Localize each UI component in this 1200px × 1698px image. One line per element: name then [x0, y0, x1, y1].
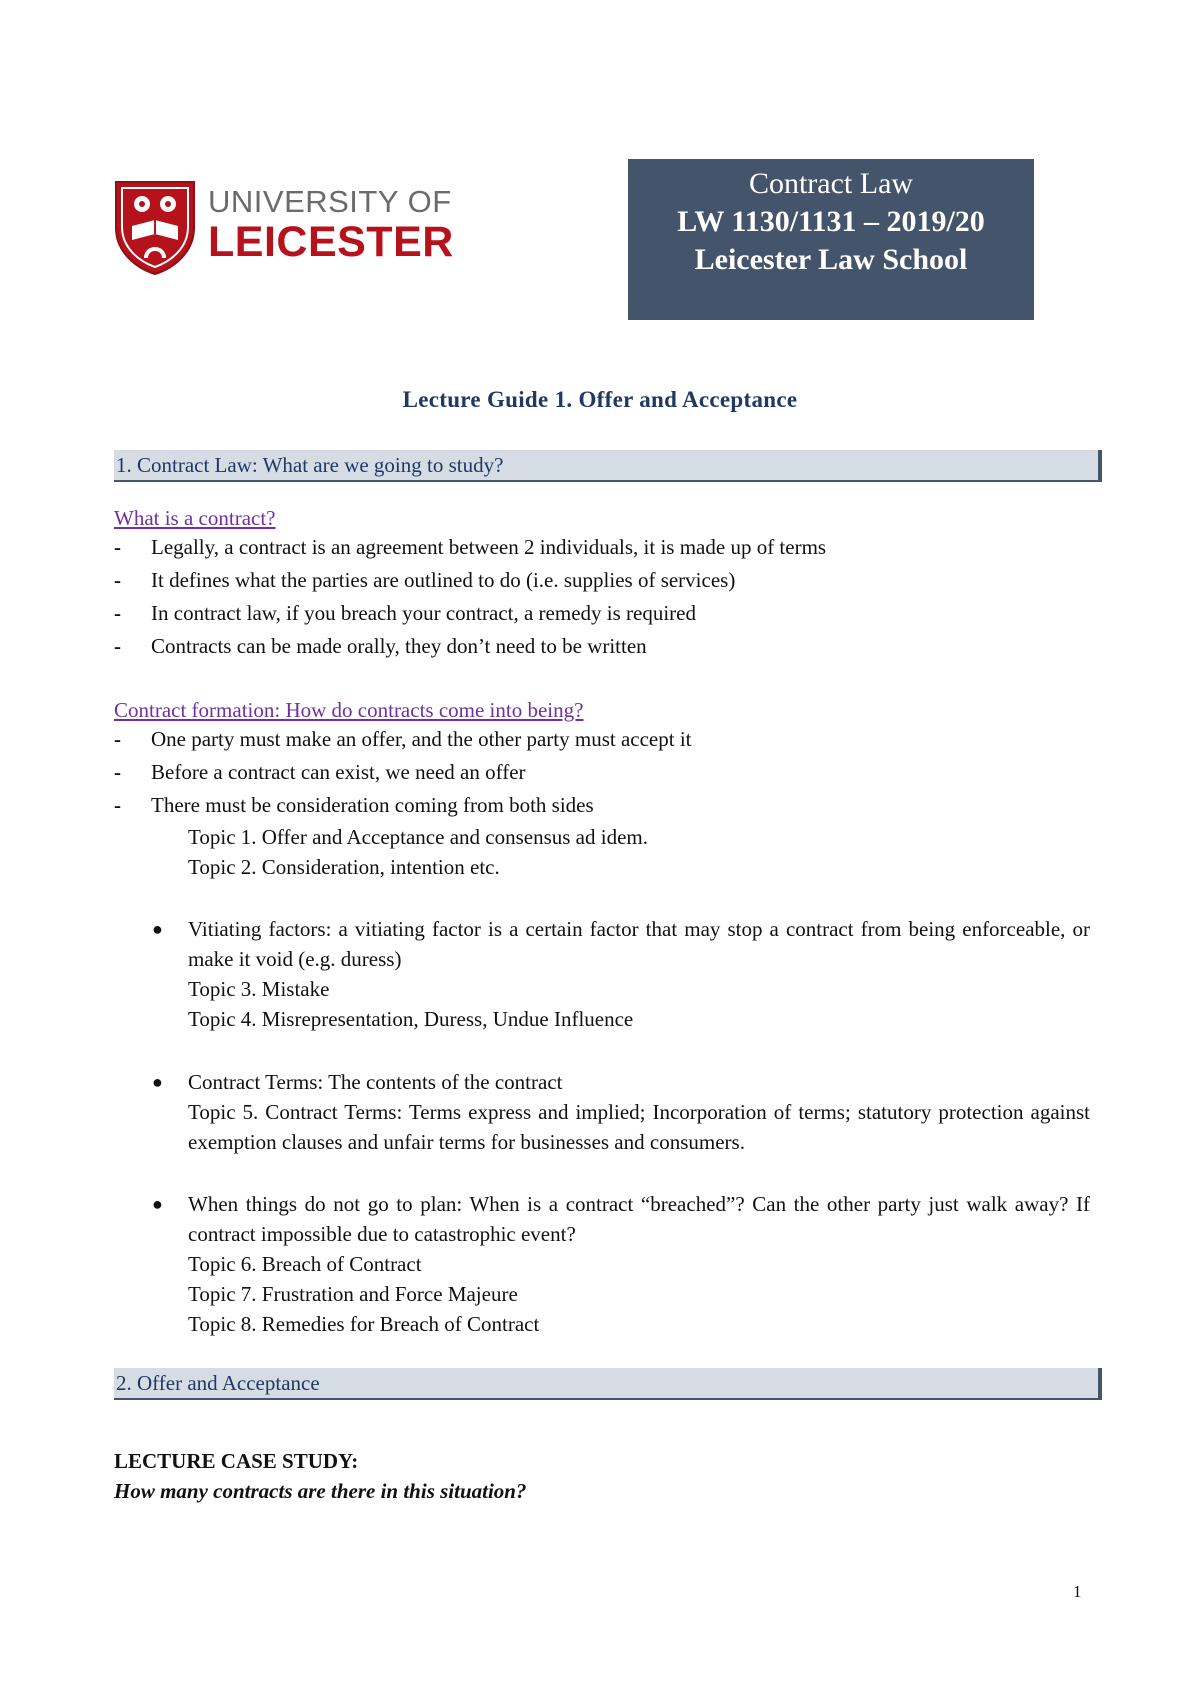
list-item	[114, 535, 826, 559]
university-wordmark	[208, 186, 454, 264]
bullet-dot-icon: ●	[152, 1072, 163, 1092]
topic-line: Topic 3. Mistake	[188, 977, 330, 1001]
section-heading-1: 1. Contract Law: What are we going to study?	[114, 450, 1102, 482]
dash-marker: -	[114, 601, 121, 625]
topic-line: Topic 5. Contract Terms: Terms express and implied; Incorporation of terms; statutory protection against exemption clauses and unfair terms for businesses and consumers.	[188, 1100, 1090, 1154]
bullet-text: Contract Terms: The contents of the contract	[188, 1070, 563, 1094]
list-item-text: In contract law, if you breach your contract, a remedy is required	[151, 601, 696, 625]
topic-line: Topic 7. Frustration and Force Majeure	[188, 1282, 518, 1306]
link-what-is-contract[interactable]: What is a contract?	[114, 506, 276, 530]
list-item-text: One party must make an offer, and the other party must accept it	[151, 727, 692, 751]
dash-marker: -	[114, 535, 121, 559]
list-item	[114, 793, 594, 817]
logo-line-1: UNIVERSITY OF	[208, 184, 452, 219]
bullet-item-contract-terms	[152, 1067, 1090, 1157]
list-item	[114, 568, 735, 592]
logo-line-2: LEICESTER	[208, 218, 454, 266]
list-item-text: Before a contract can exist, we need an offer	[151, 760, 526, 784]
topic-line: Topic 8. Remedies for Breach of Contract	[188, 1312, 540, 1336]
list-item-text: There must be consideration coming from both sides	[151, 793, 594, 817]
school-name: Leicester Law School	[694, 243, 968, 276]
case-study-title: LECTURE CASE STUDY:	[114, 1449, 359, 1473]
bullet-item-vitiating-factors	[152, 914, 1090, 1034]
case-study-question: How many contracts are there in this situation?	[114, 1479, 527, 1503]
page-title: Lecture Guide 1. Offer and Acceptance	[402, 387, 798, 412]
list-item	[114, 760, 526, 784]
link-contract-formation[interactable]: Contract formation: How do contracts come into being?	[114, 698, 584, 722]
list-item-text: It defines what the parties are outlined to do (i.e. supplies of services)	[151, 568, 736, 592]
university-crest-icon	[114, 180, 196, 276]
list-item	[114, 601, 696, 625]
course-info-box	[628, 159, 1034, 320]
dash-marker: -	[114, 727, 121, 751]
topic-line: Topic 2. Consideration, intention etc.	[188, 855, 500, 879]
list-item-text: Contracts can be made orally, they don’t need to be written	[151, 634, 647, 658]
topic-line: Topic 4. Misrepresentation, Duress, Undue Influence	[188, 1007, 634, 1031]
course-name: Contract Law	[748, 167, 914, 200]
section-heading-2: 2. Offer and Acceptance	[114, 1368, 1102, 1400]
dash-marker: -	[114, 793, 121, 817]
dash-marker: -	[114, 760, 121, 784]
university-logo	[114, 180, 474, 280]
dash-marker: -	[114, 568, 121, 592]
list-item	[114, 634, 647, 658]
bullet-text: Vitiating factors: a vitiating factor is a certain factor that may stop a contract from being enforceable, or make it void (e.g. duress)	[188, 917, 1090, 971]
list-item	[114, 727, 692, 751]
bullet-dot-icon: ●	[152, 1194, 163, 1214]
bullet-dot-icon: ●	[152, 919, 163, 939]
dash-marker: -	[114, 634, 121, 658]
list-item-text: Legally, a contract is an agreement between 2 individuals, it is made up of terms	[151, 535, 827, 559]
topic-line: Topic 6. Breach of Contract	[188, 1252, 422, 1276]
topic-line: Topic 1. Offer and Acceptance and consensus ad idem.	[188, 825, 648, 849]
bullet-text: When things do not go to plan: When is a contract “breached”? Can the other party just walk away? If contract impossible due to catastrophic event?	[188, 1192, 1090, 1246]
bullet-item-breach	[152, 1189, 1090, 1339]
course-code: LW 1130/1131 – 2019/20	[677, 205, 985, 238]
page-number: 1	[1073, 1582, 1082, 1601]
